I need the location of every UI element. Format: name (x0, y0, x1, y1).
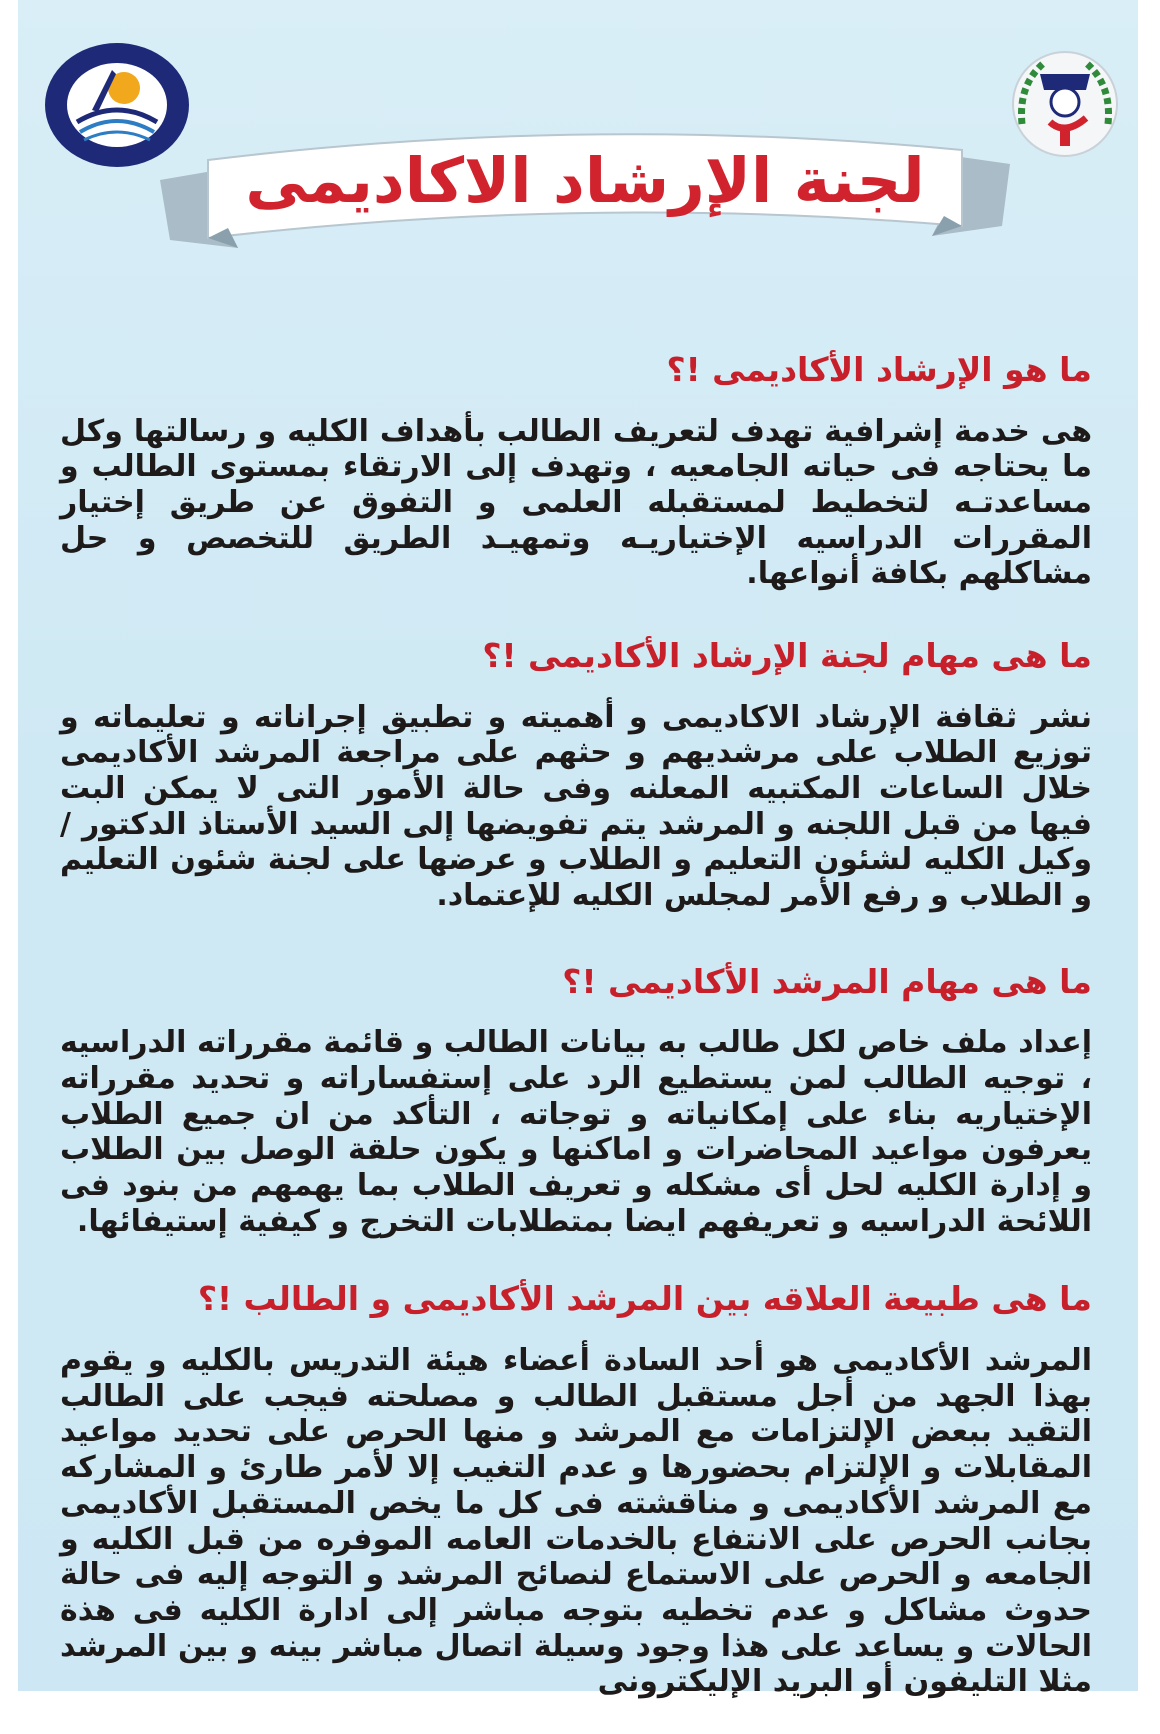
page-title: لجنة الإرشاد الاكاديمى (245, 144, 925, 217)
faculty-emblem-logo (1000, 44, 1130, 164)
section-advisor-student-relation (60, 1279, 1092, 1699)
section-paragraph: إعداد ملف خاص لكل طالب به بيانات الطالب و قائمة مقرراته الدراسيه ، توجيه الطالب لمن يستطيع الرد على إستفساراته و تحديد مقرراته الإختياريه بناء على إمكانياته و توجاته ، التأكد من ان جميع الطلاب يعرفون مواعيد المحاضرات و اماكنها و يكون حلقة الوصل بين الطلاب و إدارة الكليه لحل أى مشكله و تعريف الطلاب بما يهمهم من بنود فى اللائحة الدراسيه و تعريفهم ايضا بمتطلابات التخرج و كيفية إستيفائها. (60, 1025, 1092, 1239)
section-advisor-tasks (60, 962, 1092, 1240)
content-area (60, 350, 1092, 1734)
section-heading: ما هى مهام لجنة الإرشاد الأكاديمى !؟ (482, 636, 1092, 676)
section-paragraph: المرشد الأكاديمى هو أحد السادة أعضاء هيئة التدريس بالكليه و يقوم بهذا الجهد من أجل مستقبل الطالب و مصلحته فيجب على الطالب التقيد ببعض الإلتزامات مع المرشد و منها الحرص على تحديد مواعيد المقابلات و الإلتزام بحضورها و عدم التغيب إلا لأمر طارئ و المشاركه مع المرشد الأكاديمى و مناقشته فى كل ما يخص المستقبل الأكاديمى بجانب الحرص على الانتفاع بالخدمات العامه الموفره من قبل الكليه و الجامعه و الحرص على الاستماع لنصائح المرشد و التوجه إليه فى حالة حدوث مشاكل و عدم تخطيه بتوجه مباشر إلى ادارة الكليه فى هذة الحالات و يساعد على هذا وجود وسيلة اتصال مباشر بينه و بين المرشد مثلا التليفون أو البريد الإليكترونى (60, 1343, 1092, 1700)
section-what-is-advising (60, 350, 1092, 592)
section-committee-tasks (60, 636, 1092, 914)
section-paragraph: هى خدمة إشرافية تهدف لتعريف الطالب بأهداف الكليه و رسالتها وكل ما يحتاجه فى حياته الجامعيه ، وتهدف إلى الارتقاء بمستوى الطالب و مساعدتـه لتخطيط لمستقبله العلمى و التفوق عن طريق إختيار المقررات الدراسيه الإختياريـه وتمهيـد الطريق للتخصص و حل مشاكلهم بكافة أنواعها. (60, 413, 1092, 592)
section-heading: ما هى مهام المرشد الأكاديمى !؟ (562, 961, 1092, 1001)
scan-margin-right (1138, 0, 1160, 1691)
section-heading: ما هو الإرشاد الأكاديمى !؟ (666, 350, 1092, 389)
section-heading: ما هى طبيعة العلاقه بين المرشد الأكاديمى و الطالب !؟ (197, 1279, 1092, 1319)
scan-margin-left (0, 0, 18, 1691)
title-banner (160, 120, 1010, 260)
section-paragraph: نشر ثقافة الإرشاد الاكاديمى و أهميته و تطبيق إجراناته و تعليماته و توزيع الطلاب على مرشديهم و حثهم على مراجعة المرشد الأكاديمى خلال الساعات المكتبيه المعلنه وفى حالة الأمور التى لا يمكن البت فيها من قبل اللجنه و المرشد يتم تفويضها إلى السيد الأستاذ الدكتور / وكيل الكليه لشئون التعليم و الطلاب و عرضها على لجنة شئون التعليم و الطلاب و رفع الأمر لمجلس الكليه للإعتماد. (60, 699, 1092, 914)
